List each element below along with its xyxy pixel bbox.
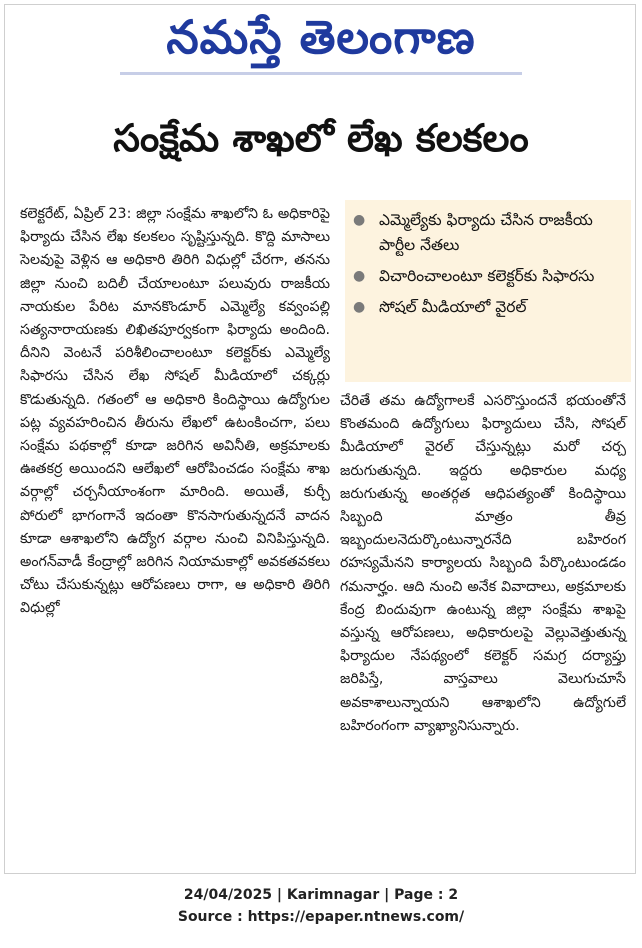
highlight-text: విచారించాలంటూ కలెక్టర్‌కు సిఫారసు [379,267,595,285]
article-column-left [20,203,330,621]
highlight-text: ఎమ్మెల్యేకు ఫిర్యాదు చేసిన రాజకీయ పార్టీల నేతలు [379,211,593,254]
footer-source[interactable]: Source : https://epaper.ntnews.com/ [177,909,465,925]
article-text-left: కలెక్టరేట్, ఏప్రిల్ 23: జిల్లా సంక్షేమ శాఖలోని ఓ అధికారిపై ఫిర్యాదు చేసిన లేఖ కలకలం సృష్టిస్తున్నది. కొద్ది మాసాలు సెలవుపై వెళ్లిన ఆ అధికారి తిరిగి విధుల్లో చేరగా, తనను జిల్లా నుంచి బదిలీ చేయాలంటూ పలువురు రాజకీయ నాయకుల పేరిట మానకొండూర్ ఎమ్మెల్యే కవ్వంపల్లి సత్యనారాయణకు లిఖితపూర్వకంగా ఫిర్యాదు అందింది. దీనిని వెంటనే పరిశీలించాలంటూ కలెక్టర్‌కు ఎమ్మెల్యే సిఫారసు చేసిన లేఖ సోషల్ మీడియాలో చక్కర్లు కొడుతున్నది. గతంలో ఆ అధికారి కిందిస్థాయి ఉద్యోగుల పట్ల వ్యవహరించిన తీరును లేఖలో ఉటంకించగా, పలు సంక్షేమ పథకాల్లో కూడా జరిగిన అవినీతి, అక్రమాలకు ఊతకర్ర అయిందని ఆలేఖలో ఆరోపించడం సంక్షేమ శాఖ వర్గాల్లో చర్చనీయాంశంగా మారింది. అయితే, కుర్చీ పోరులో భాగంగానే ఇదంతా కొనసాగుతున్నదనే వాదన కూడా ఆశాఖలోని ఉద్యోగ వర్గాల నుంచి వినిపిస్తున్నది. అంగన్‌వాడీ కేంద్రాల్లో జరిగిన నియామకాల్లో అవకతవకలు చోటు చేసుకున్నట్లు ఆరోపణలు రాగా, ఆ అధికారి తిరిగి విధుల్లో [20,206,330,617]
bullet-icon: ● [353,212,366,228]
newspaper-masthead: నమస్తే తెలంగాణ [166,10,476,64]
highlight-item [353,208,625,258]
bullet-icon: ● [353,299,366,315]
footer-date-edition: 24/04/2025 | Karimnagar | Page : 2 [183,887,459,903]
article-text-right: చేరితే తమ ఉద్యోగాలకే ఎసరొస్తుందనే భయంతోనే కొంతమంది ఉద్యోగులు ఫిర్యాదులు చేసి, సోషల్ మీడియాలో వైరల్ చేస్తున్నట్లు మరో చర్చ జరుగుతున్నది. ఇద్దరు అధికారుల మధ్య జరుగుతున్న అంతర్గత ఆధిపత్యంతో కిందిస్థాయి సిబ్బంది మాత్రం తీవ్ర ఇబ్బందులనెదుర్కొంటున్నారనేది బహిరంగ రహస్యమేనని కార్యాలయ సిబ్బంది పేర్కొంటుండడం గమనార్హం. ఆది నుంచి అనేక వివాదాలు, అక్రమాలకు కేంద్ర బిందువుగా ఉంటున్న జిల్లా సంక్షేమ శాఖపై వస్తున్న ఆరోపణలు, అధికారులపై వెల్లువెత్తుతున్న ఫిర్యాదుల నేపథ్యంలో కలెక్టర్ సమగ్ర దర్యాప్తు జరిపిస్తే, వాస్తవాలు వెలుగుచూసే అవకాశాలున్నాయని ఆశాఖలోని ఉద్యోగులే బహిరంగంగా వ్యాఖ్యానిసున్నారు. [340,393,626,734]
highlights-box [345,200,631,382]
highlight-item [353,295,625,320]
masthead-underline [120,72,522,75]
article-headline: సంక్షేమ శాఖలో లేఖ కలకలం [113,116,529,160]
highlight-text: సోషల్ మీడియాలో వైరల్ [379,298,527,316]
article-column-right [340,390,626,738]
highlight-item [353,264,625,289]
bullet-icon: ● [353,268,366,284]
clipping-footer [0,884,642,928]
